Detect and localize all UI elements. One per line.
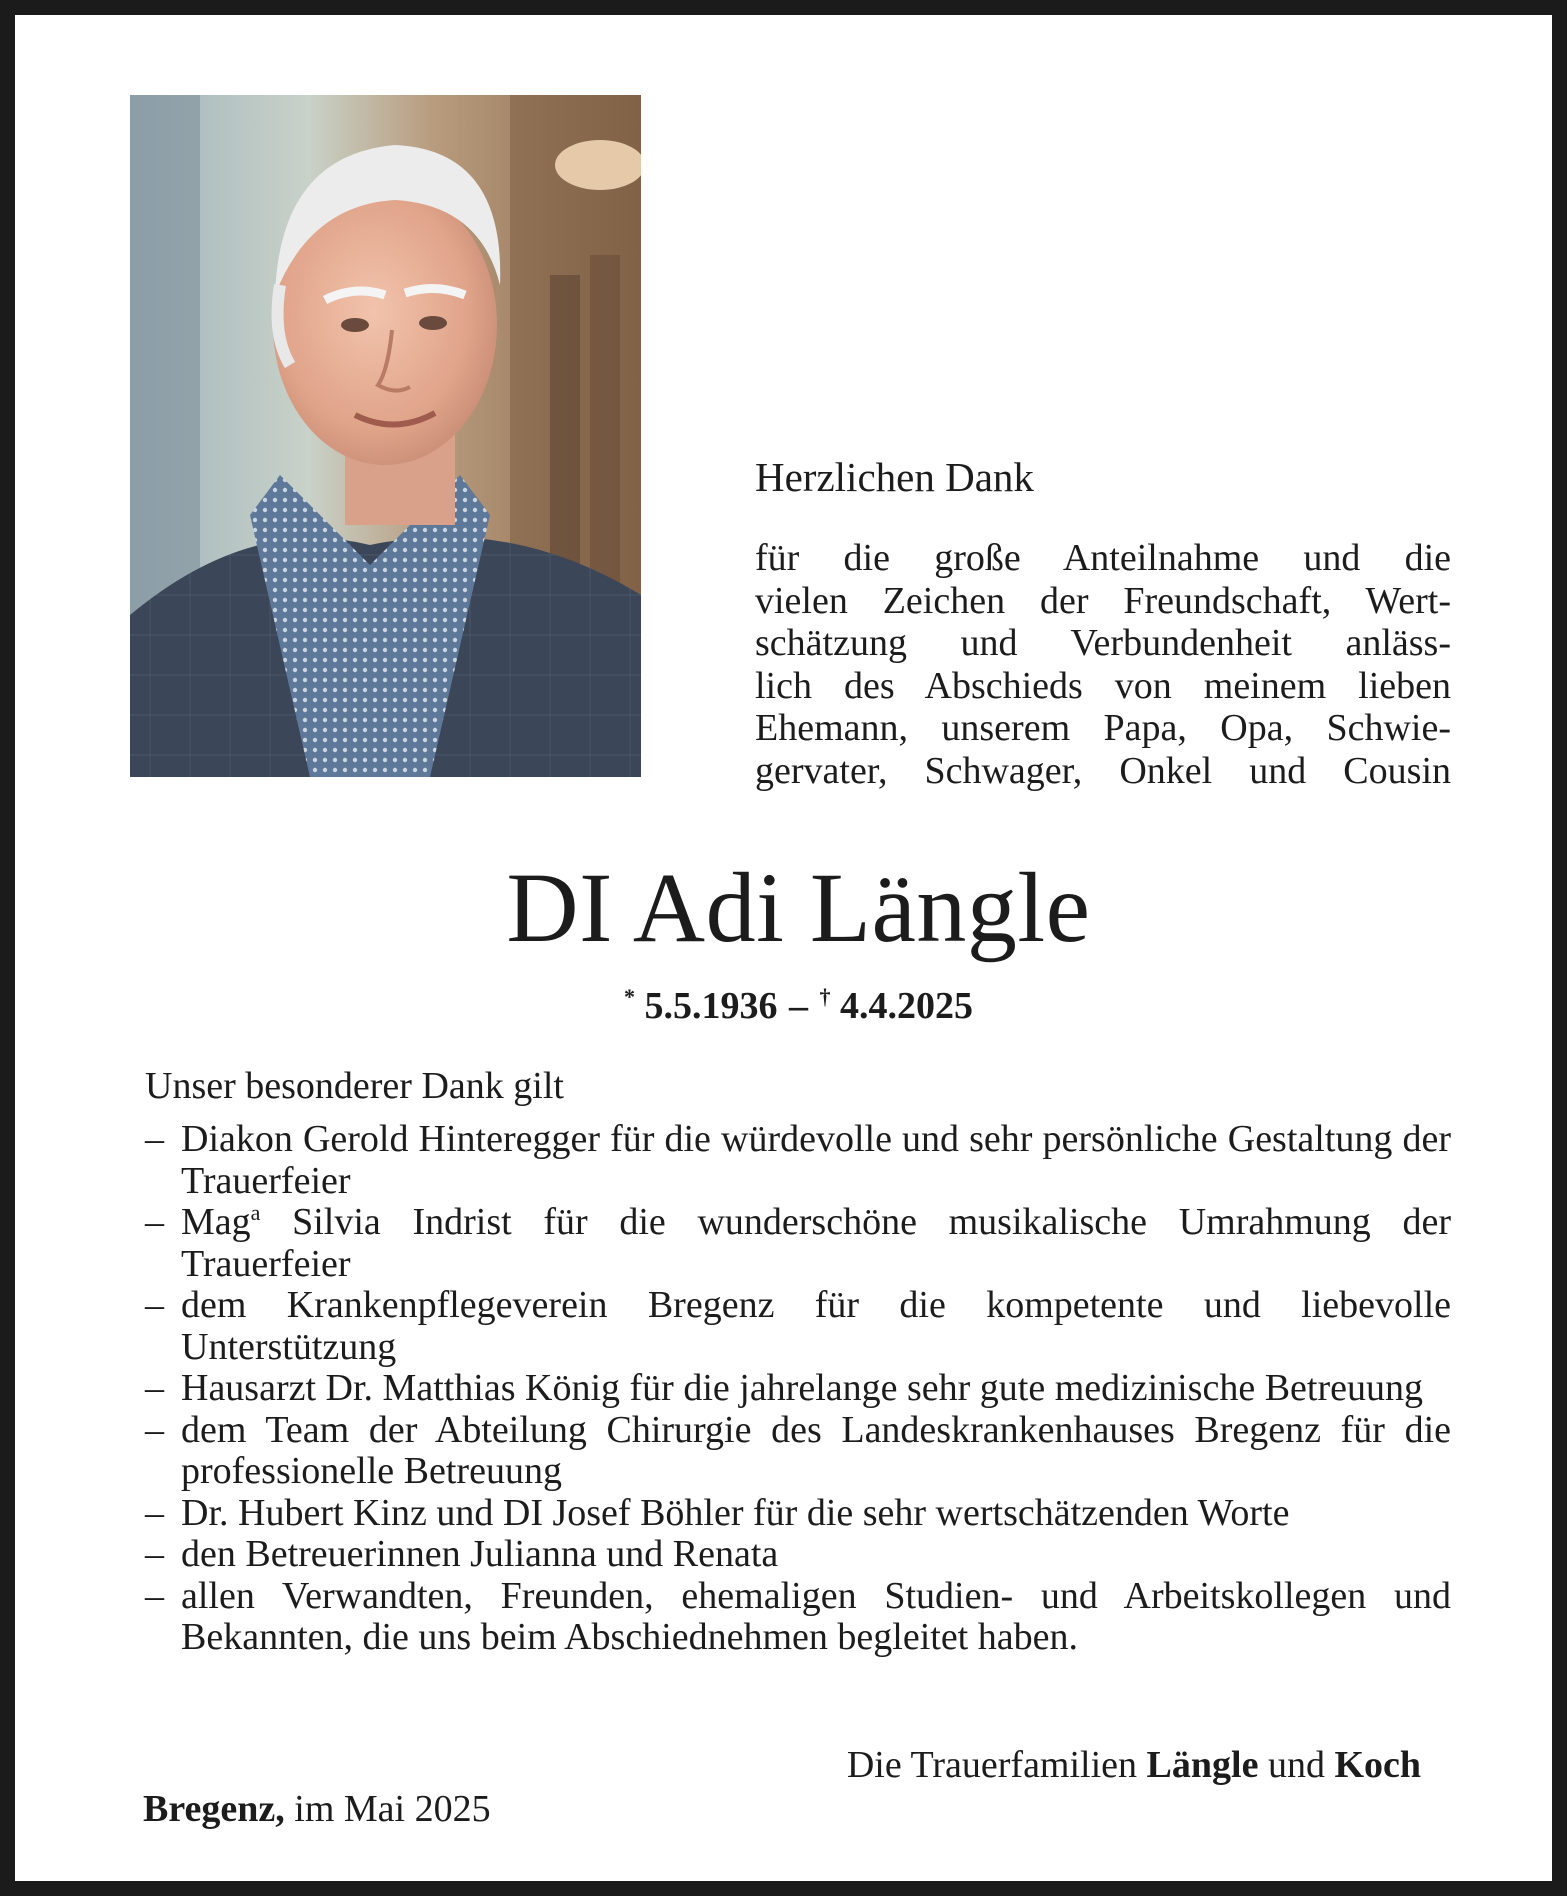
death-date: 4.4.2025 [840,985,973,1027]
signature [847,1743,1421,1787]
heading: Herzlichen Dank [755,454,1034,500]
list-dash: – [145,1284,164,1326]
place-month: im Mai 2025 [294,1788,491,1830]
list-dash: – [145,1533,164,1575]
list-dash: – [145,1367,164,1409]
title-superscript: a [250,1200,261,1225]
intro-line: für die große Anteilnahme und die [755,537,1451,579]
place-city: Bregenz, [143,1788,285,1830]
list-item [143,1119,1451,1202]
title-prefix: Mag [181,1201,251,1243]
list-item-text: dem Krankenpflegeverein Bregenz für die kompetente und liebevolle Unterstützung [181,1284,1451,1368]
deceased-name: DI Adi Längle [506,852,1091,963]
list-item [143,1493,1451,1535]
list-item-text: Dr. Hubert Kinz und DI Josef Böhler für die sehr wertschätzenden Worte [181,1491,1290,1534]
list-item [143,1576,1451,1659]
intro-line: Ehemann, unserem Papa, Opa, Schwie- [755,707,1451,749]
list-item-text: Silvia Indrist für die wunderschöne musikalische Umrahmung der Trauerfeier [181,1201,1451,1285]
list-dash: – [145,1408,164,1451]
special-thanks [143,1065,1451,1659]
list-item-text: allen Verwandten, Freunden, ehemaligen Studien- und Arbeitskollegen und Bekannten, die uns beim Abschiednehmen begleitet haben. [181,1574,1451,1658]
date-separator: – [789,985,808,1027]
signature-connector: und [1267,1744,1325,1786]
family-name-2: Koch [1334,1744,1421,1786]
list-item [143,1368,1451,1410]
birth-date: 5.5.1936 [644,985,778,1027]
list-item [143,1202,1451,1285]
intro-text [755,537,1451,792]
list-dash: – [145,1201,164,1243]
place-date [143,1787,491,1831]
intro-line: schätzung und Verbundenheit anläss- [755,622,1451,664]
list-item [143,1285,1451,1368]
list-item-text: dem Team der Abteilung Chirurgie des Landeskrankenhauses Bregenz für die professionelle Betreuung [181,1408,1451,1492]
birth-symbol: * [624,984,635,1009]
list-item [143,1410,1451,1493]
intro-line: vielen Zeichen der Freundschaft, Wert- [755,579,1451,622]
thanks-list [143,1119,1451,1659]
list-dash: – [145,1574,164,1617]
list-item-text: Hausarzt Dr. Matthias König für die jahrelange sehr gute medizinische Betreuung [181,1367,1423,1409]
list-item-text: Diakon Gerold Hinteregger für die würdevolle und sehr persönliche Gestaltung der Trauerfeier [181,1118,1451,1202]
death-symbol: † [819,984,831,1009]
thanks-block [755,455,1451,792]
portrait-illustration [130,95,641,777]
list-item [143,1534,1451,1576]
intro-line: lich des Abschieds von meinem lieben [755,664,1451,707]
portrait-photo [130,95,641,777]
family-name-1: Längle [1146,1744,1259,1786]
signature-prefix: Die Trauerfamilien [846,1744,1138,1786]
list-dash: – [145,1491,164,1534]
special-thanks-title: Unser besonderer Dank gilt [145,1065,564,1107]
list-item-text: den Betreuerinnen Julianna und Renata [181,1533,779,1575]
intro-line: gervater, Schwager, Onkel und Cousin [755,749,1451,792]
list-dash: – [145,1118,164,1160]
life-dates [15,975,1567,1028]
